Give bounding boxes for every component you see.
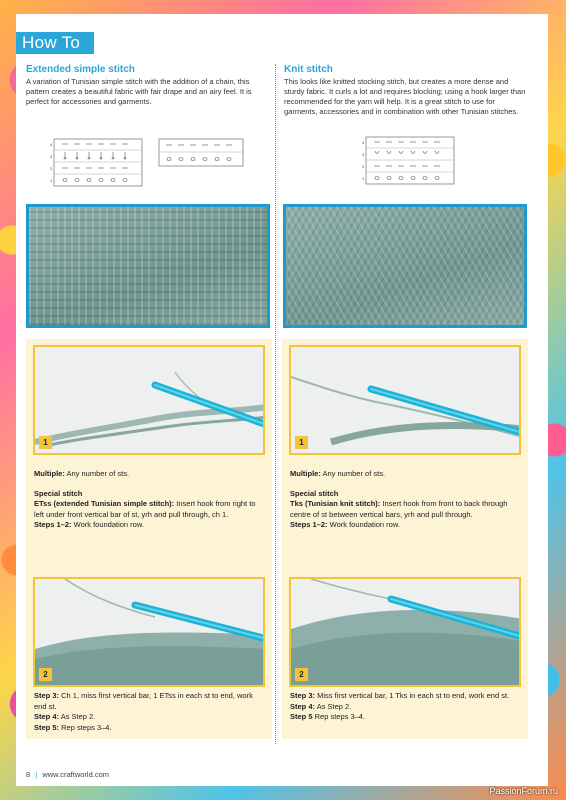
step-number-badge: 2 bbox=[39, 668, 52, 681]
right-stitch-chart bbox=[362, 136, 458, 186]
right-step1-text bbox=[290, 469, 522, 531]
left-intro: A variation of Tunisian simple stitch with the addition of a chain, this pattern creates a beautiful fabric with fair drape and an airy feel. It is perfect for accessories and garments. bbox=[26, 77, 252, 106]
knit-stitch-swatch bbox=[283, 204, 527, 328]
step3-label: Step 3: bbox=[34, 691, 60, 700]
right-step2-photo bbox=[289, 577, 521, 687]
steps-value: Work foundation row. bbox=[73, 520, 144, 529]
step-number-badge: 1 bbox=[295, 436, 308, 449]
multiple-label: Multiple: bbox=[34, 469, 65, 478]
left-step1-text bbox=[34, 469, 266, 531]
page-footer bbox=[26, 770, 109, 779]
special-stitch-label: Special stitch bbox=[34, 488, 83, 498]
special-stitch-name: Tks (Tunisian knit stitch): bbox=[290, 499, 381, 508]
chart-row-label: 2 bbox=[362, 164, 365, 169]
right-steps-panel bbox=[282, 339, 528, 739]
multiple-value: Any number of sts. bbox=[322, 469, 386, 478]
column-divider bbox=[275, 64, 276, 744]
right-column bbox=[284, 64, 528, 117]
step5-value: Rep steps 3–4. bbox=[61, 722, 112, 732]
left-steps-panel bbox=[26, 339, 272, 739]
step4-value: As Step 2. bbox=[60, 712, 96, 721]
step5-value: Rep steps 3–4. bbox=[314, 712, 366, 721]
page-number: 8 bbox=[26, 770, 31, 779]
page-title: How To bbox=[16, 32, 94, 54]
page bbox=[16, 14, 548, 786]
left-column bbox=[26, 64, 270, 107]
extended-simple-stitch-swatch bbox=[26, 204, 270, 328]
steps-label: Steps 1–2: bbox=[34, 520, 72, 529]
step3-value: Ch 1, miss first vertical bar, 1 ETss in each st to end, work end st. bbox=[34, 691, 253, 711]
footer-separator: | bbox=[35, 770, 38, 779]
step5-label: Step 5 bbox=[290, 712, 313, 721]
steps-value: Work foundation row. bbox=[329, 520, 400, 529]
left-section-title: Extended simple stitch bbox=[26, 64, 135, 75]
footer-url-link[interactable]: www.craftworld.com bbox=[42, 770, 109, 779]
chart-row-label: 4 bbox=[362, 140, 365, 145]
special-stitch-name: ETss (extended Tunisian simple stitch): bbox=[34, 499, 175, 508]
special-stitch-desc: Insert hook from right to left under front vertical bar of st, yrh and pull through, ch 1. bbox=[34, 499, 256, 519]
chart-row-label: 2 bbox=[50, 166, 53, 171]
left-stitch-chart-b bbox=[158, 138, 244, 168]
special-stitch-desc: Insert hook from front to back through centre of st between vertical bars, yrh and pull through. bbox=[290, 499, 508, 519]
step5-label: Step 5: bbox=[34, 722, 60, 732]
chart-row-label: 1 bbox=[362, 176, 365, 181]
watermark: PassionForum.ru bbox=[489, 786, 558, 796]
steps-label: Steps 1–2: bbox=[290, 520, 328, 529]
step4-value: As Step 2. bbox=[316, 701, 352, 711]
left-step1-photo bbox=[33, 345, 265, 455]
left-stitch-chart-a bbox=[50, 138, 146, 188]
step3-value: Miss first vertical bar, 1 Tks in each st to end, work end st. bbox=[317, 691, 510, 700]
chart-row-label: 4 bbox=[50, 142, 53, 147]
chart-row-label: 3 bbox=[362, 152, 365, 157]
step-number-badge: 2 bbox=[295, 668, 308, 681]
multiple-value: Any number of sts. bbox=[66, 469, 130, 478]
right-intro: This looks like knitted stocking stitch, but creates a more dense and sturdy fabric. It curls a lot and requires blocking; using a hook larger than recommended for the yarn will help. It is a great stitch to use for garments, accessories and in combination with other Tunisian stitches. bbox=[284, 77, 526, 116]
special-stitch-label: Special stitch bbox=[290, 488, 339, 498]
step4-label: Step 4: bbox=[290, 701, 316, 711]
right-step1-photo bbox=[289, 345, 521, 455]
left-step2-text bbox=[34, 691, 266, 733]
left-step2-photo bbox=[33, 577, 265, 687]
step4-label: Step 4: bbox=[34, 712, 60, 721]
step-number-badge: 1 bbox=[39, 436, 52, 449]
multiple-label: Multiple: bbox=[290, 469, 321, 478]
chart-row-label: 1 bbox=[50, 178, 53, 183]
right-section-title: Knit stitch bbox=[284, 64, 333, 75]
step3-label: Step 3: bbox=[290, 691, 316, 700]
chart-row-label: 3 bbox=[50, 154, 53, 159]
right-step2-text bbox=[290, 691, 522, 723]
